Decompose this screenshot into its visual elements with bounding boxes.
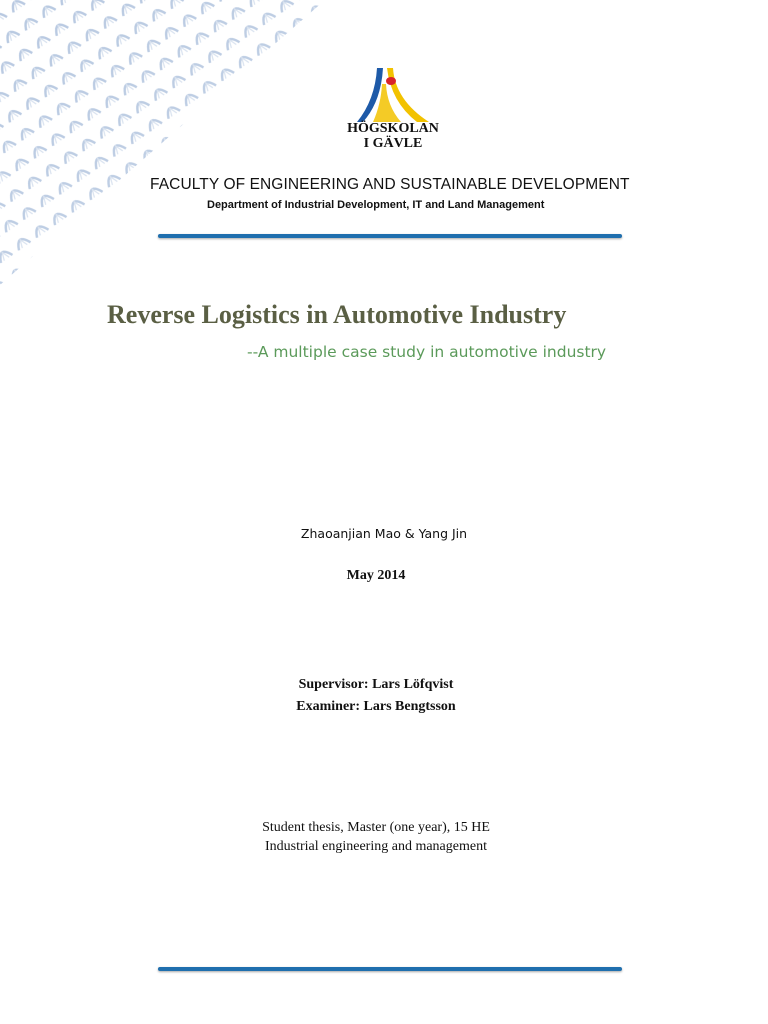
university-name [320, 121, 466, 151]
supervisor: Supervisor: Lars Löfqvist [298, 677, 454, 692]
thesis-title: Reverse Logistics in Automotive Industry [107, 300, 567, 329]
bottom-divider [158, 967, 622, 971]
university-name-line1: HÖGSKOLAN [347, 121, 439, 136]
department-name: Department of Industrial Development, IT and Land Management [207, 199, 545, 211]
university-logo [355, 64, 431, 124]
decorative-pattern [0, 0, 330, 290]
authors: Zhaoanjian Mao & Yang Jin [300, 526, 468, 541]
university-name-line2: I GÄVLE [363, 136, 423, 151]
programme: Industrial engineering and management [265, 839, 487, 854]
thesis-type: Student thesis, Master (one year), 15 HE [262, 820, 490, 835]
thesis-subtitle: --A multiple case study in automotive industry [247, 343, 607, 361]
examiner: Examiner: Lars Bengtsson [296, 699, 456, 714]
faculty-name: FACULTY OF ENGINEERING AND SUSTAINABLE DEVELOPMENT [150, 176, 630, 193]
thesis-date: May 2014 [346, 568, 406, 583]
top-divider [158, 234, 622, 238]
